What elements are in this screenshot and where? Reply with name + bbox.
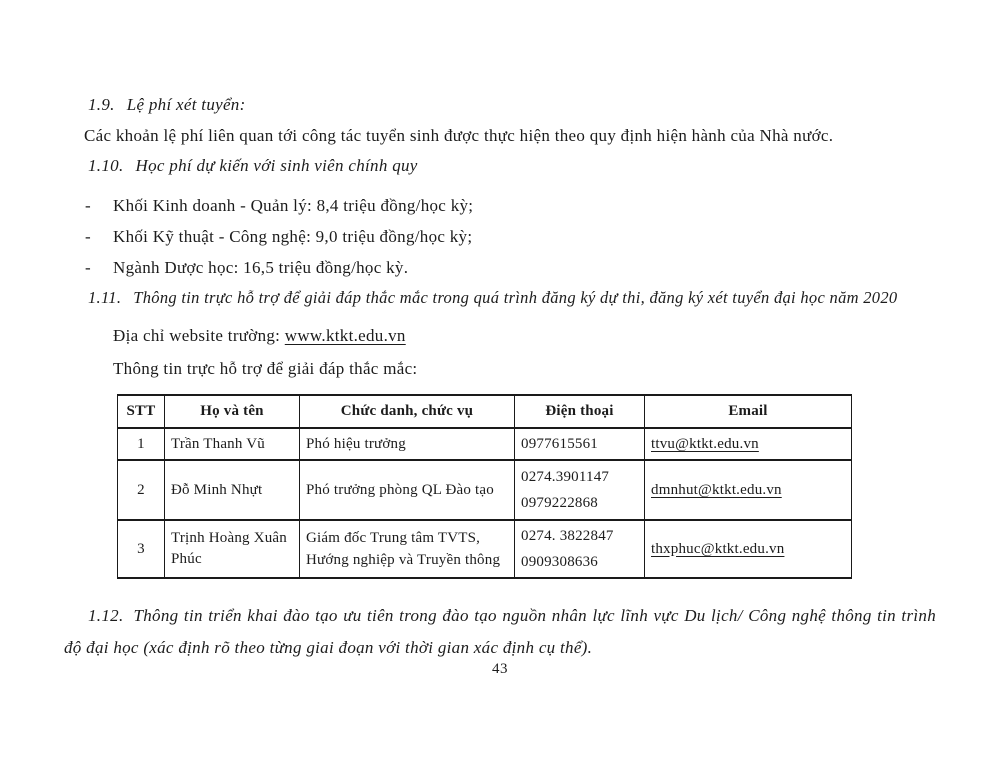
bullet-dash: - <box>85 196 91 215</box>
tuition-item <box>85 258 408 278</box>
website-link[interactable]: www.ktkt.edu.vn <box>284 326 406 345</box>
cell-phone <box>515 428 645 460</box>
phone-number: 0274. 3822847 <box>521 528 614 544</box>
section-1-9-heading <box>88 95 246 115</box>
page-number: 43 <box>492 661 508 677</box>
email-link[interactable]: ttvu@ktkt.edu.vn <box>651 435 759 452</box>
website-line <box>113 326 406 346</box>
header-cell-title: Chức danh, chức vụ <box>300 395 515 428</box>
cell-name: Trần Thanh Vũ <box>165 428 300 460</box>
cell-email <box>645 428 852 460</box>
tuition-item <box>85 227 472 247</box>
phone-number: 0977615561 <box>521 436 598 452</box>
tuition-item-text: Khối Kỹ thuật - Công nghệ: 9,0 triệu đồng/học kỳ; <box>113 227 473 246</box>
website-label: Địa chỉ website trường: <box>113 326 285 345</box>
cell-name: Đỗ Minh Nhựt <box>165 460 300 520</box>
header-cell-stt: STT <box>118 395 165 428</box>
header-cell-name: Họ và tên <box>165 395 300 428</box>
section-title: Lệ phí xét tuyển: <box>126 95 246 114</box>
section-number: 1.10. <box>88 156 124 175</box>
bullet-dash: - <box>85 227 91 246</box>
bullet-dash: - <box>85 258 91 277</box>
phone-number: 0979222868 <box>521 495 598 511</box>
cell-phone <box>515 520 645 578</box>
section-1-11-heading <box>88 288 897 308</box>
tuition-item-text: Khối Kinh doanh - Quản lý: 8,4 triệu đồng/học kỳ; <box>113 196 474 215</box>
cell-email <box>645 520 852 578</box>
cell-phone <box>515 460 645 520</box>
header-cell-email: Email <box>645 395 852 428</box>
cell-email <box>645 460 852 520</box>
section-title: Thông tin triển khai đào tạo ưu tiên trong đào tạo nguồn nhân lực lĩnh vực Du lịch/ Công nghệ thông tin trình độ đại học (xác định rõ theo từng giai đoạn với thời gian xác định cụ thể). <box>64 606 936 657</box>
section-number: 1.9. <box>88 95 115 114</box>
cell-title: Phó trưởng phòng QL Đào tạo <box>300 460 515 520</box>
section-1-10-heading <box>88 156 418 176</box>
section-title: Học phí dự kiến với sinh viên chính quy <box>135 156 418 175</box>
phone-number: 0909308636 <box>521 554 598 570</box>
phone-number: 0274.3901147 <box>521 469 610 485</box>
table-row <box>118 460 852 520</box>
cell-stt: 1 <box>118 428 165 460</box>
section-number: 1.11. <box>88 288 122 307</box>
section-1-12-heading <box>64 600 936 664</box>
cell-title: Giám đốc Trung tâm TVTS, Hướng nghiệp và Truyền thông <box>300 520 515 578</box>
section-number: 1.12. <box>88 606 124 625</box>
tuition-item <box>85 196 473 216</box>
cell-stt: 3 <box>118 520 165 578</box>
table-row <box>118 428 852 460</box>
email-link[interactable]: dmnhut@ktkt.edu.vn <box>651 481 782 498</box>
table-row <box>118 520 852 578</box>
table-intro: Thông tin trực hỗ trợ để giải đáp thắc mắc: <box>113 359 418 378</box>
cell-title: Phó hiệu trưởng <box>300 428 515 460</box>
header-cell-phone: Điện thoại <box>515 395 645 428</box>
fee-note-paragraph: Các khoản lệ phí liên quan tới công tác tuyển sinh được thực hiện theo quy định hiện hành của Nhà nước. <box>84 126 834 145</box>
cell-name: Trịnh Hoàng Xuân Phúc <box>165 520 300 578</box>
support-contacts-table <box>117 394 852 579</box>
section-title: Thông tin trực hỗ trợ để giải đáp thắc mắc trong quá trình đăng ký dự thi, đăng ký xét tuyển đại học năm 2020 <box>133 288 898 307</box>
tuition-item-text: Ngành Dược học: 16,5 triệu đồng/học kỳ. <box>113 258 409 277</box>
table-header-row <box>118 395 852 428</box>
cell-stt: 2 <box>118 460 165 520</box>
email-link[interactable]: thxphuc@ktkt.edu.vn <box>651 540 785 557</box>
